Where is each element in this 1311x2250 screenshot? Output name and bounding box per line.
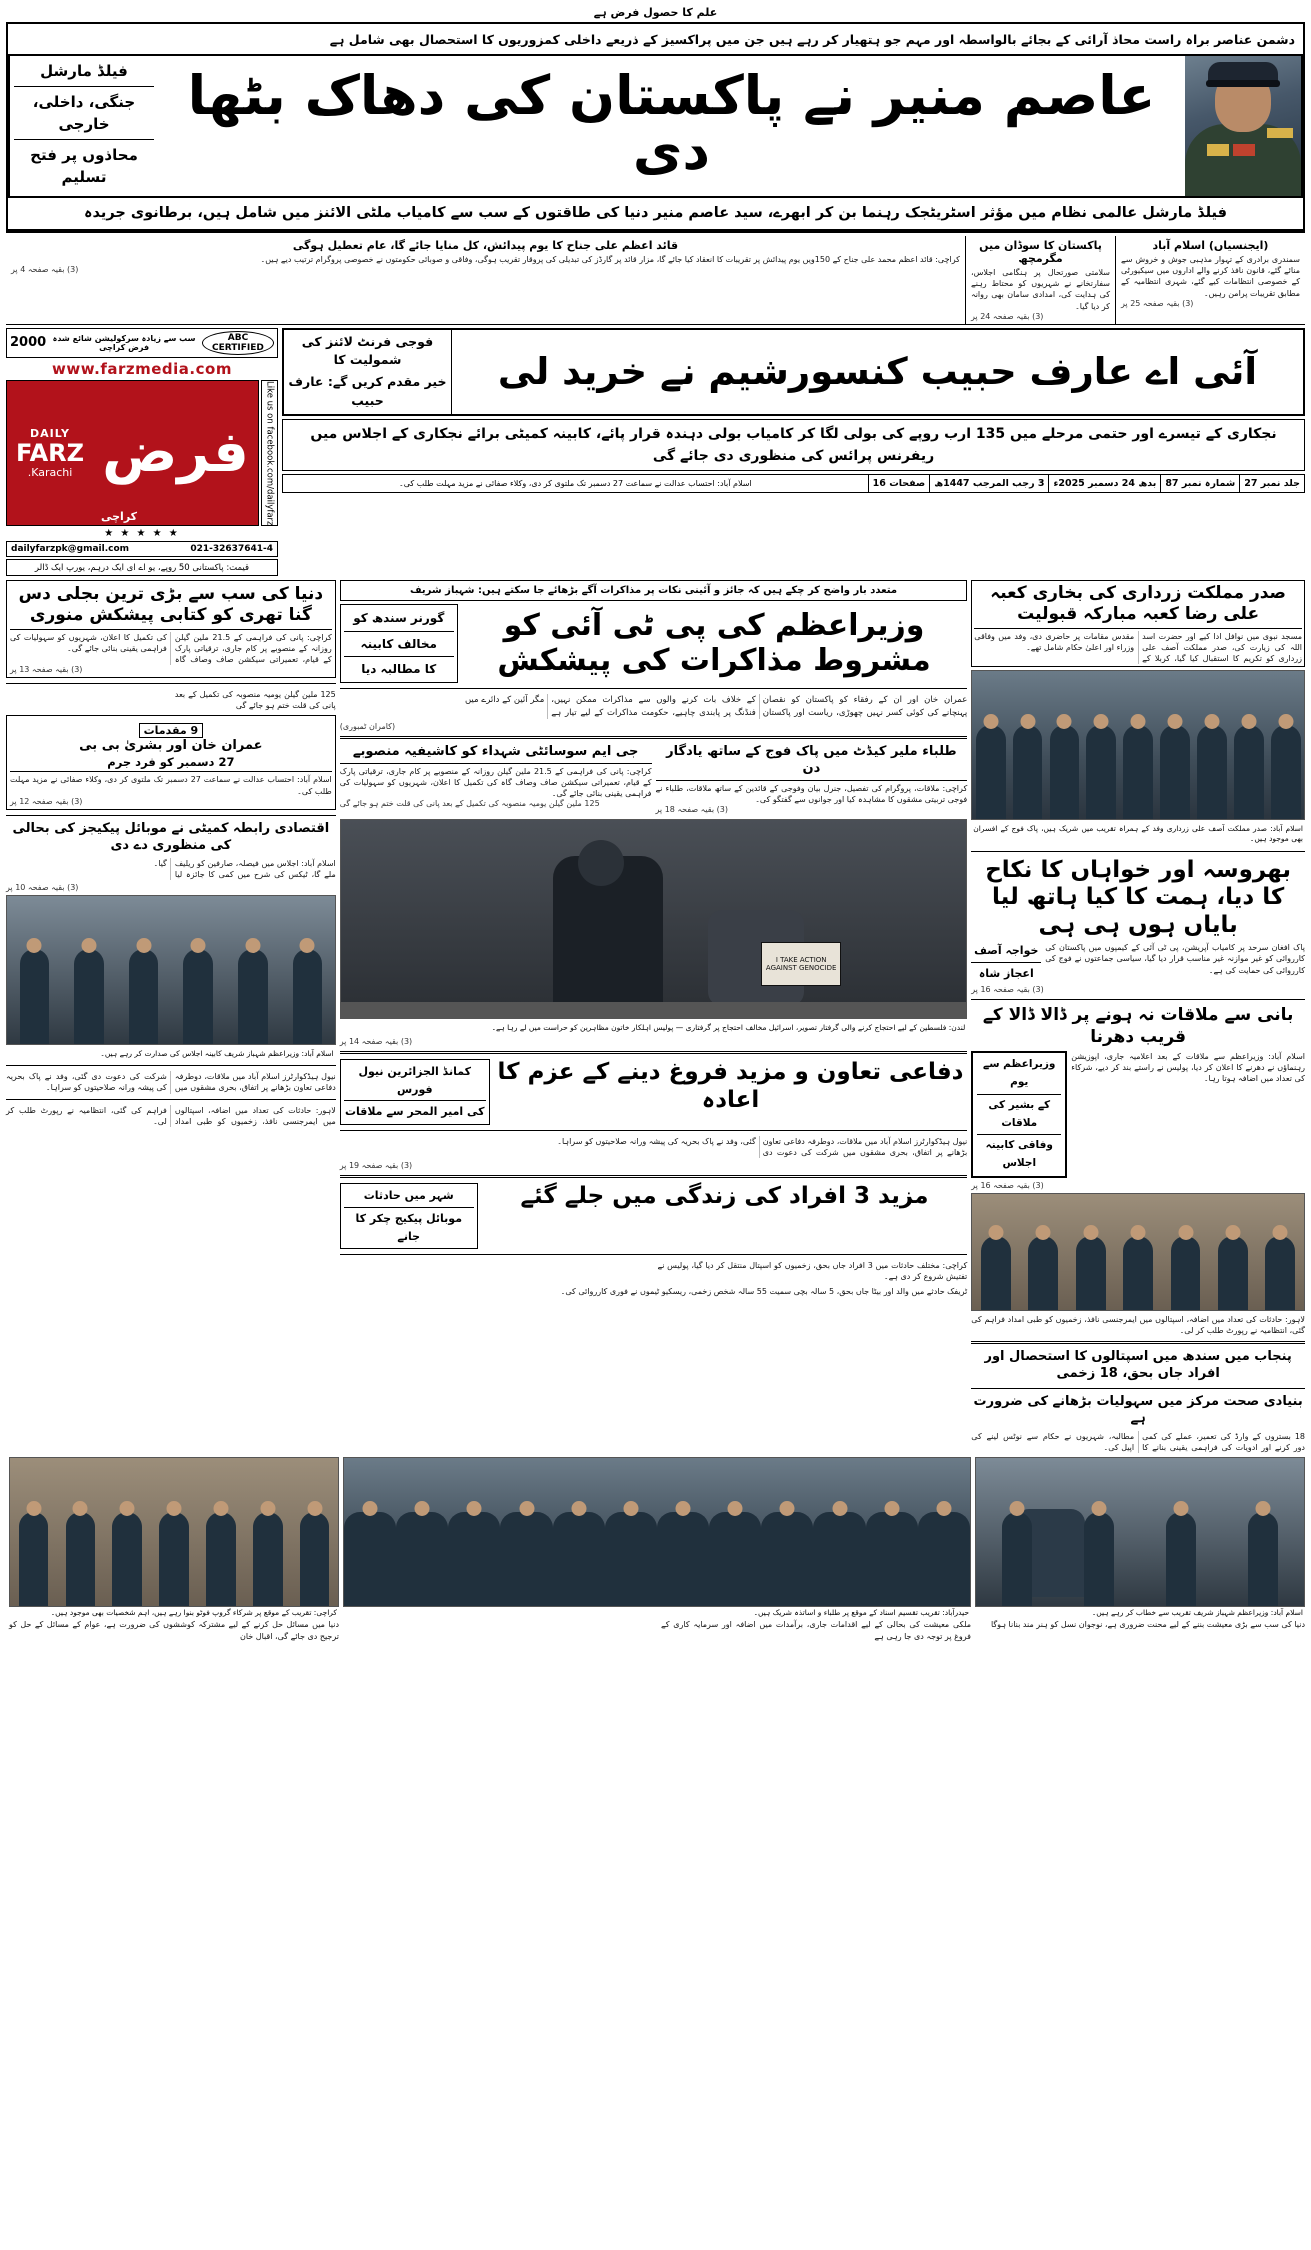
protest-ref: (3) بقیہ صفحہ 14 پر xyxy=(339,1037,413,1047)
arif-side-deck xyxy=(284,330,452,414)
defence-body: نیول ہیڈکوارٹرز اسلام آباد میں ملاقات، دوطرفہ دفاعی تعاون بڑھانے پر اتفاق، بحری مشقوں میں شرکت کی دعوت دی گئی، وفد نے پاک بحریہ کی پیشہ ورانہ صلاحیتوں کو سراہا۔ xyxy=(557,1137,968,1158)
brief-head-0: (ایجنسیاں) اسلام آباد xyxy=(1152,238,1269,252)
health-headline: بنیادی صحت مرکز میں سہولیات بڑھانے کی ضرورت ہے xyxy=(973,1394,1303,1427)
brief-head-1: پاکستان کا سوڈان میں مگرمچھ xyxy=(979,238,1102,265)
lead-story-banner xyxy=(6,22,1305,233)
masthead-logo-latin xyxy=(7,381,93,526)
brief-head-2: قائد اعظم علی جناح کا یوم پیدائش، کل منایا جائے گا، عام تعطیل ہوگی xyxy=(292,238,679,252)
talba-ref: (3) بقیہ صفحہ 18 پر xyxy=(655,805,728,815)
volume-number: جلد نمبر 27 xyxy=(1239,475,1304,492)
masthead-karachi: Karachi. xyxy=(27,465,73,479)
abc-number: 2000 xyxy=(10,335,47,351)
shahbaz-side-0: گورنر سندھ کو xyxy=(353,611,445,626)
bottom-col-2: ملکی معیشت کی بحالی کے لیے اقدامات جاری، برآمدات میں اضافہ اور سرمایہ کاری کے فروغ پر توجہ دی جا رہی ہے xyxy=(661,1620,971,1641)
abc-badge: ABC CERTIFIED xyxy=(202,331,274,355)
iqtisadi-headline: اقتصادی رابطہ کمیٹی نے موبائل پیکیجز کی بحالی کی منظوری دے دی xyxy=(12,820,330,853)
mobile-side-1: موبائل پیکیج چکر کا جانے xyxy=(355,1212,463,1243)
london-protest-photo xyxy=(340,819,968,1019)
field-marshal-photo xyxy=(1185,56,1303,196)
dateline-note: اسلام آباد: احتساب عدالت نے سماعت 27 دسمبر تک ملتوی کر دی، وکلاء صفائی نے مزید مہلت طلب کی۔ xyxy=(399,478,752,488)
mobile-body-2: ٹریفک حادثے میں والد اور بیٹا جاں بحق، 5 سالہ بچی سمیت 55 سالہ شخص زخمی، ریسکیو ٹیموں نے فوری کارروائی کی۔ xyxy=(560,1286,968,1296)
price-line: قیمت: پاکستانی 50 روپے، یو اے ای ایک درہم، یورپ ایک ڈالر xyxy=(6,559,278,576)
arif-side-1: خیر مقدم کریں گے: عارف حبیب xyxy=(288,374,447,408)
nameplate-block xyxy=(6,328,278,577)
brief-body-0: سمندری برادری کے تہوار مذہبی جوش و خروش سے منائے گئے، قانون نافذ کرنے والے اداروں میں سیکیورٹی کے خصوصی انتظامات کیے گئے، شہری انتظامیہ کے مطابق تقریبات پرامن رہیں۔ xyxy=(1121,254,1300,298)
contact-bar xyxy=(6,541,278,557)
masthead-urdu-text: فرض xyxy=(102,420,249,486)
mobile-body: کراچی: مختلف حادثات میں 3 افراد جاں بحق، زخمیوں کو اسپتال منتقل کر دیا گیا، پولیس نے تفتیش شروع کر دی ہے۔ xyxy=(657,1261,968,1282)
shahbaz-headline: وزیراعظم کی پی ٹی آئی کو مشروط مذاکرات کی پیشکش xyxy=(497,608,931,678)
iqtisadi-ref: (3) بقیہ صفحہ 10 پر xyxy=(6,883,79,892)
arif-side-0: فوجی فرنٹ لائنز کی شمولیت کا xyxy=(301,333,434,368)
top-slogan: علم کا حصول فرض ہے xyxy=(593,5,718,19)
date-hijri: 3 رجب المرجب 1447ھ xyxy=(929,475,1048,492)
bottom-col-3: دنیا کی سب سے بڑی معیشت بننے کے لیے محنت ضروری ہے، نوجوان نسل کو ہنر مند بنانا ہوگا xyxy=(990,1620,1305,1630)
sadar-story xyxy=(971,580,1305,667)
jee-extra-body: 125 ملین گیلن یومیہ منصوبہ کی تکمیل کے بعد پانی کی قلت ختم ہو جائے گی xyxy=(174,690,336,711)
cabinet-meeting-photo xyxy=(6,895,336,1045)
ceremony-photo xyxy=(971,1193,1305,1311)
talba-body: کراچی: ملاقات، پروگرام کی تفصیل، جنرل بیان وفوجی کے قائدین کے ساتھ ملاقات، طلباء نے فوجی تربیتی مشقوں کا مشاہدہ کیا اور جوانوں سے گفتگو کی۔ xyxy=(655,783,968,804)
lead-deck: فیلڈ مارشل عالمی نظام میں مؤثر اسٹریٹجک رہنما بن کر ابھرے، سید عاصم منیر دنیا کی طاقتوں کے سب سے کامیاب ملٹی الائنز میں شامل ہیں، برطانوی جریدہ xyxy=(8,196,1303,231)
talba-headline: طلباء ملیر کیڈٹ میں پاک فوج کے ساتھ یادگار دن xyxy=(666,744,957,776)
cases-story xyxy=(6,715,336,810)
khadija-side-1: اعجاز شاہ xyxy=(978,966,1034,980)
dunya-headline: دنیا کی سب سے بڑی ترین بجلی دس گنا تھری کو کتابی پیشکش منوری xyxy=(18,584,324,626)
bottom-photo-2 xyxy=(343,1457,971,1607)
nameplate-row xyxy=(6,328,1305,577)
health-body: 18 بستروں کے وارڈ کی تعمیر، عملے کی کمی دور کرنے اور ادویات کی فراہمی یقینی بنانے کا مطالبہ، شہریوں نے حکام سے نوٹس لینے کی اپیل کی۔ xyxy=(971,1431,1305,1453)
email-address[interactable]: dailyfarzpk@gmail.com xyxy=(11,544,130,555)
star-rating: ★ ★ ★ ★ ★ xyxy=(104,528,180,540)
khadija-headline: بھروسہ اور خواہاں کا نکاح کا دیا، ہمت کا کیا ہاتھ لیا بایاں ہوں ہی ہی xyxy=(985,856,1292,938)
banner-sub-item-0: جنگی، داخلی، خارجی xyxy=(14,91,154,140)
jee-headline: جی ایم سوسائٹی شہداء کو کاشیفیہ منصوبے xyxy=(352,744,639,759)
london-protest-caption: لندن: فلسطین کے لیے احتجاج کرنے والی گرفتار تصویر، اسرائیل مخالف احتجاج پر گرفتاری — پولیس اہلکار خاتون مظاہرین کو حراست میں لے رہا ہے۔ xyxy=(491,1023,966,1033)
protest-placard: I TAKE ACTION AGAINST GENOCIDE xyxy=(761,942,841,986)
iqtisadi-body: اسلام آباد: اجلاس میں فیصلہ، صارفین کو ریلیف ملے گا، ٹیکس کی شرح میں کمی کا جائزہ لیا گیا۔ xyxy=(153,858,336,879)
left-filler-body-2: لاہور: حادثات کی تعداد میں اضافہ، اسپتالوں میں ایمرجنسی نافذ، زخمیوں کو طبی امداد فراہم کی گئی، انتظامیہ نے رپورٹ طلب کر لی۔ xyxy=(6,1105,336,1126)
shahbaz-byline: (کامران ٹمبوری) xyxy=(339,722,396,731)
arif-habib-story xyxy=(282,328,1305,577)
defence-side-1: کی امیر المحر سے ملاقات xyxy=(344,1105,485,1119)
punjab-body: لاہور: حادثات کی تعداد میں اضافہ، اسپتالوں میں ایمرجنسی نافذ، زخمیوں کو طبی امداد فراہم کی گئی، انتظامیہ نے رپورٹ طلب کر لی۔ xyxy=(971,1315,1305,1336)
dateline-bar xyxy=(282,474,1305,493)
date-gregorian: بدھ 24 دسمبر 2025ء xyxy=(1048,475,1160,492)
brief-item-1 xyxy=(965,236,1115,324)
arif-deck: نجکاری کے تیسرے اور حتمی مرحلے میں 135 ارب روپے کی بولی لگا کر کامیاب بولی دہندہ قرار پائے، کابینہ کمیٹی برائے نجکاری کے اجلاس میں ریفرنس پرائس کی منظوری دی جائے گی xyxy=(282,419,1305,472)
brief-row xyxy=(6,236,1305,325)
main-content-grid xyxy=(6,580,1305,1453)
khadija-side-0: خواجہ آصف xyxy=(974,944,1039,958)
sadar-headline: صدر مملکت زرداری کی بخاری کعبہ علی رضا کعبہ مبارکہ قبولیت xyxy=(990,583,1286,625)
brief-ref-0: (3) بقیہ صفحہ 25 پر xyxy=(1121,298,1194,308)
bottom-caption-2: حیدرآباد: تقریب تقسیم اسناد کے موقع پر طلباء و اساتذہ شریک ہیں۔ xyxy=(753,1608,969,1618)
mobile-headline: مزید 3 افراد کی زندگی میں جلے گئے xyxy=(520,1183,929,1210)
brief-ref-1: (3) بقیہ صفحہ 24 پر xyxy=(971,311,1044,321)
facebook-strip[interactable]: Like us on facebook.com/dailyfarz xyxy=(261,380,278,527)
column-left xyxy=(6,580,336,1453)
column-middle xyxy=(340,580,968,1453)
brief-item-2 xyxy=(6,236,965,324)
shahbaz-body: عمران خان اور ان کے رفقاء کو پاکستان کو نقصان پہنچانے کی کوئی کسر نہیں چھوڑی، ریاست اور پاکستان کے خلاف بات کرنے والوں سے مذاکرات ممکن نہیں، فنڈنگ پر پابندی چاہیے، حکومت مذاکرات کے لیے تیار ہے مگر آئین کے دائرے میں xyxy=(464,695,968,718)
shahbaz-kicker: متعدد بار واضح کر چکے ہیں کہ جائز و آئینی نکات پر مذاکرات آگے بڑھائے جا سکتے ہیں: شہباز شریف xyxy=(340,580,968,601)
bani-headline: بانی سے ملاقات نہ ہونے پر ڈالا ڈالا کے قریب دھرنا xyxy=(982,1005,1294,1047)
bottom-caption-1: کراچی: تقریب کے موقع پر شرکاء گروپ فوٹو بنوا رہے ہیں، اہم شخصیات بھی موجود ہیں۔ xyxy=(50,1608,337,1618)
bani-ref: (3) بقیہ صفحہ 16 پر xyxy=(971,1181,1044,1191)
bani-side-1: کے بشیر کی ملاقات xyxy=(988,1098,1051,1129)
brief-body-2: کراچی: قائد اعظم محمد علی جناح کے 150ویں یوم پیدائش پر تقریبات کا انعقاد کیا جائے گا، مزار قائد پر گارڈز کی تبدیلی کی پروقار تقریب ہوگی، وفاقی و صوبائی حکومتوں نے خصوصی پروگرام ترتیب دیے ہیں۔ xyxy=(260,254,960,264)
banner-kicker-rank: فیلڈ مارشل xyxy=(14,60,154,87)
left-filler-body: نیول ہیڈکوارٹرز اسلام آباد میں ملاقات، دوطرفہ دفاعی تعاون بڑھانے پر اتفاق، بحری مشقوں میں شرکت کی دعوت دی گئی، وفد نے پاک بحریہ کی پیشہ ورانہ صلاحیتوں کو سراہا۔ xyxy=(6,1072,336,1093)
bani-side-2: وفاقی کابینہ اجلاس xyxy=(985,1139,1053,1170)
bottom-photo-3 xyxy=(975,1457,1305,1607)
lead-kicker: دشمن عناصر براہ راست محاذ آرائی کے بجائے بالواسطہ اور مہم جو ہتھیار کر رہے ہیں جن میں پراکسیز کے ذریعے داخلی کمزوریوں کا استحصال بھی شامل ہے xyxy=(329,32,1295,47)
cases-badge: 9 مقدمات xyxy=(139,723,204,738)
jee-body: کراچی: پانی کی فراہمی کے 21.5 ملین گیلن روزانہ کے منصوبے پر کام جاری، ترقیاتی پارک کے قیام، تعمیراتی سیکشن صاف وصاف گاہ کی تکمیل کا اعلان، شہریوں کو سہولیات کی فراہمی یقینی بنائی جائے گی۔ xyxy=(339,766,652,799)
brief-item-0 xyxy=(1115,236,1305,324)
abc-bar xyxy=(6,328,278,358)
brief-body-1: سلامتی صورتحال پر ہنگامی اجلاس، سفارتخانے نے شہریوں کو محتاط رہنے کی ہدایت کی، امدادی سامان بھی روانہ کر دیا گیا۔ xyxy=(971,267,1110,311)
khadija-body: پاک افغان سرحد پر کامیاب آپریشن، پی ٹی آئی کے کیمپوں میں پاکستان کی کارروائی کو غیر موازنہ غیر مناسب قرار دیا گیا، سیاسی جماعتوں نے فوج کی کارروائی کی حمایت کی ہے۔ xyxy=(1045,943,1305,975)
abc-text: سب سے زیادہ سرکولیشن شائع شدہ فرض کراچی xyxy=(52,333,196,352)
banner-sub-item-1: محاذوں پر فتح تسلیم xyxy=(30,145,138,187)
dunya-ref: (3) بقیہ صفحہ 13 پر xyxy=(10,665,83,675)
group-photo-caption: اسلام آباد: صدر مملکت آصف علی زرداری وفد کے ہمراہ تقریب میں شریک ہیں، پاک فوج کے افسران بھی موجود ہیں۔ xyxy=(973,824,1303,844)
brief-ref-2: (3) بقیہ صفحہ 4 پر xyxy=(11,265,79,275)
defence-byline: (3) بقیہ صفحہ 19 پر xyxy=(339,1161,413,1171)
defence-side-0: کمانڈ الجزائرین نیول فورس xyxy=(358,1065,472,1096)
cases-body: اسلام آباد: احتساب عدالت نے سماعت 27 دسمبر تک ملتوی کر دی، وکلاء صفائی نے مزید مہلت طلب کی۔ xyxy=(10,775,332,796)
masthead-city: کراچی xyxy=(101,509,138,523)
dunya-body: کراچی: پانی کی فراہمی کے 21.5 ملین گیلن روزانہ کے منصوبے پر کام جاری، ترقیاتی پارک کے قیام، تعمیراتی سیکشن صاف وصاف گاہ کی تکمیل کا اعلان، شہریوں کو سہولیات کی فراہمی یقینی بنائی جائے گی۔ xyxy=(10,632,332,665)
sadar-body: مسجد نبوی میں نوافل ادا کیے اور حضرت اسد اللہ کی زیارت کی، صدر مملکت آصف علی زرداری کو تکریم کا استقبال کیا گیا، کربلا کے مقدس مقامات پر حاضری دی، وفد میں وفاقی وزراء اور اعلیٰ حکام شامل تھے۔ xyxy=(974,631,1302,664)
bottom-photo-1 xyxy=(9,1457,339,1607)
khadija-ref: (3) بقیہ صفحہ 16 پر xyxy=(971,985,1044,995)
main-headline-text: عاصم منیر نے پاکستان کی دھاک بٹھا دی xyxy=(187,63,1156,182)
arif-headline: آئی اے عارف حبیب کنسورشیم نے خرید لی xyxy=(497,350,1258,394)
cases-ref: (3) بقیہ صفحہ 12 پر xyxy=(10,796,83,806)
bottom-caption-3: اسلام آباد: وزیراعظم شہباز شریف تقریب سے خطاب کر رہے ہیں۔ xyxy=(1091,1608,1303,1618)
defence-headline: دفاعی تعاون و مزید فروغ دینے کے عزم کا اعادہ xyxy=(497,1059,964,1113)
bani-body: اسلام آباد: وزیراعظم سے ملاقات کے بعد اعلامیہ جاری، اپوزیشن رہنماؤں نے دھرنے کا اعلان کر دیا، پولیس نے راستے بند کر دیے، شرکاء کی تعداد میں اضافہ ہوتا رہا۔ xyxy=(1071,1051,1305,1084)
bottom-photo-strip xyxy=(6,1457,1305,1642)
cabinet-photo-caption: اسلام آباد: وزیراعظم شہباز شریف کابینہ اجلاس کی صدارت کر رہے ہیں۔ xyxy=(100,1049,334,1058)
masthead-daily: DAILY xyxy=(30,426,70,440)
phone-number[interactable]: 021-32637641-4 xyxy=(190,544,273,555)
shahbaz-side-1: مخالف کابینہ xyxy=(360,636,437,651)
masthead-farz: FARZ xyxy=(15,438,85,467)
mobile-side-0: شہر میں حادثات xyxy=(363,1189,454,1203)
column-right xyxy=(971,580,1305,1453)
bottom-col-1: دنیا میں مسائل حل کرنے کے لیے مشترکہ کوششوں کی ضرورت ہے، عوام کے مسائل کے حل کو ترجیح دی جائے گی، اقبال خان xyxy=(9,1620,339,1641)
cases-headline: عمران خان اور بشریٰ بی بی xyxy=(79,737,263,753)
headline-side-deck xyxy=(8,56,158,196)
punjab-headline: پنجاب میں سندھ میں اسپتالوں کا استحصال اور افراد جاں بحق، 18 زخمی xyxy=(984,1349,1292,1382)
website-url[interactable]: www.farzmedia.com xyxy=(52,359,232,378)
bani-side-0: وزیراعظم سے یوم xyxy=(983,1057,1056,1088)
page-count: صفحات 16 xyxy=(868,475,930,492)
masthead-logo-urdu xyxy=(93,381,258,526)
shahbaz-side-2: کا مطالبہ دیا xyxy=(361,661,437,676)
jee-ref: 125 ملین گیلن یومیہ منصوبہ کی تکمیل کے بعد پانی کی قلت ختم ہو جائے گی xyxy=(339,799,600,809)
issue-number: شمارہ نمبر 87 xyxy=(1160,475,1239,492)
cases-sub: 27 دسمبر کو فرد جرم xyxy=(107,754,235,769)
main-headline xyxy=(158,56,1185,196)
group-photo-officials xyxy=(971,670,1305,820)
